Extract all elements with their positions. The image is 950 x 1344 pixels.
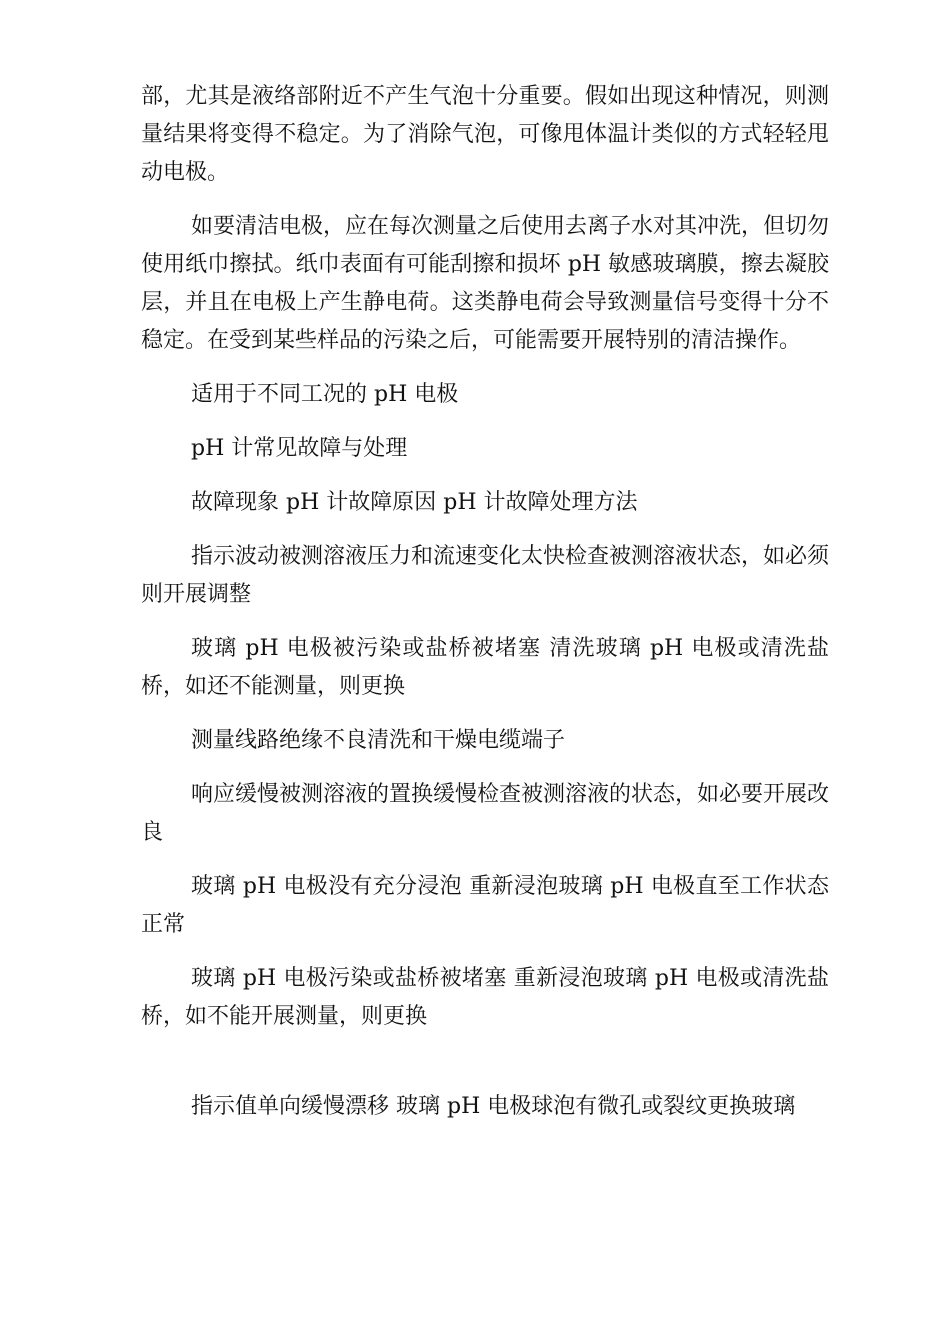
paragraph-fault-drift: 指示值单向缓慢漂移 玻璃 pH 电极球泡有微孔或裂纹更换玻璃 bbox=[191, 1094, 796, 1119]
paragraph-faults-heading: pH 计常见故障与处理 bbox=[191, 436, 408, 461]
paragraph-fault-fluctuation: 指示波动被测溶液压力和流速变化太快检查被测溶液状态，如必须则开展调整 bbox=[141, 544, 830, 607]
paragraph-fault-columns: 故障现象 pH 计故障原因 pH 计故障处理方法 bbox=[191, 490, 638, 515]
document-page bbox=[141, 78, 829, 1126]
paragraph-bubble-removal: 部，尤其是液络部附近不产生气泡十分重要。假如出现这种情况，则测量结果将变得不稳定。为了消除气泡，可像甩体温计类似的方式轻轻甩动电极。 bbox=[141, 84, 829, 185]
paragraph-electrode-cleaning: 如要清洁电极，应在每次测量之后使用去离子水对其冲洗，但切勿使用纸巾擦拭。纸巾表面有可能刮擦和损坏 pH 敏感玻璃膜，擦去凝胶层，并且在电极上产生静电荷。这类静电荷会导致测量信号变得十分不稳定。在受到某些样品的污染之后，可能需要开展特别的清洁操作。 bbox=[141, 214, 830, 353]
paragraph-fault-soaking: 玻璃 pH 电极没有充分浸泡 重新浸泡玻璃 pH 电极直至工作状态正常 bbox=[141, 874, 829, 937]
paragraph-fault-slow-response: 响应缓慢被测溶液的置换缓慢检查被测溶液的状态，如必要开展改良 bbox=[141, 782, 830, 845]
paragraph-fault-contamination: 玻璃 pH 电极被污染或盐桥被堵塞 清洗玻璃 pH 电极或清洗盐桥，如还不能测量，则更换 bbox=[141, 636, 829, 699]
paragraph-electrode-types: 适用于不同工况的 pH 电极 bbox=[191, 382, 459, 407]
paragraph-fault-insulation: 测量线路绝缘不良清洗和干燥电缆端子 bbox=[191, 728, 566, 753]
paragraph-fault-salt-bridge: 玻璃 pH 电极污染或盐桥被堵塞 重新浸泡玻璃 pH 电极或清洗盐桥，如不能开展测量，则更换 bbox=[141, 966, 829, 1029]
